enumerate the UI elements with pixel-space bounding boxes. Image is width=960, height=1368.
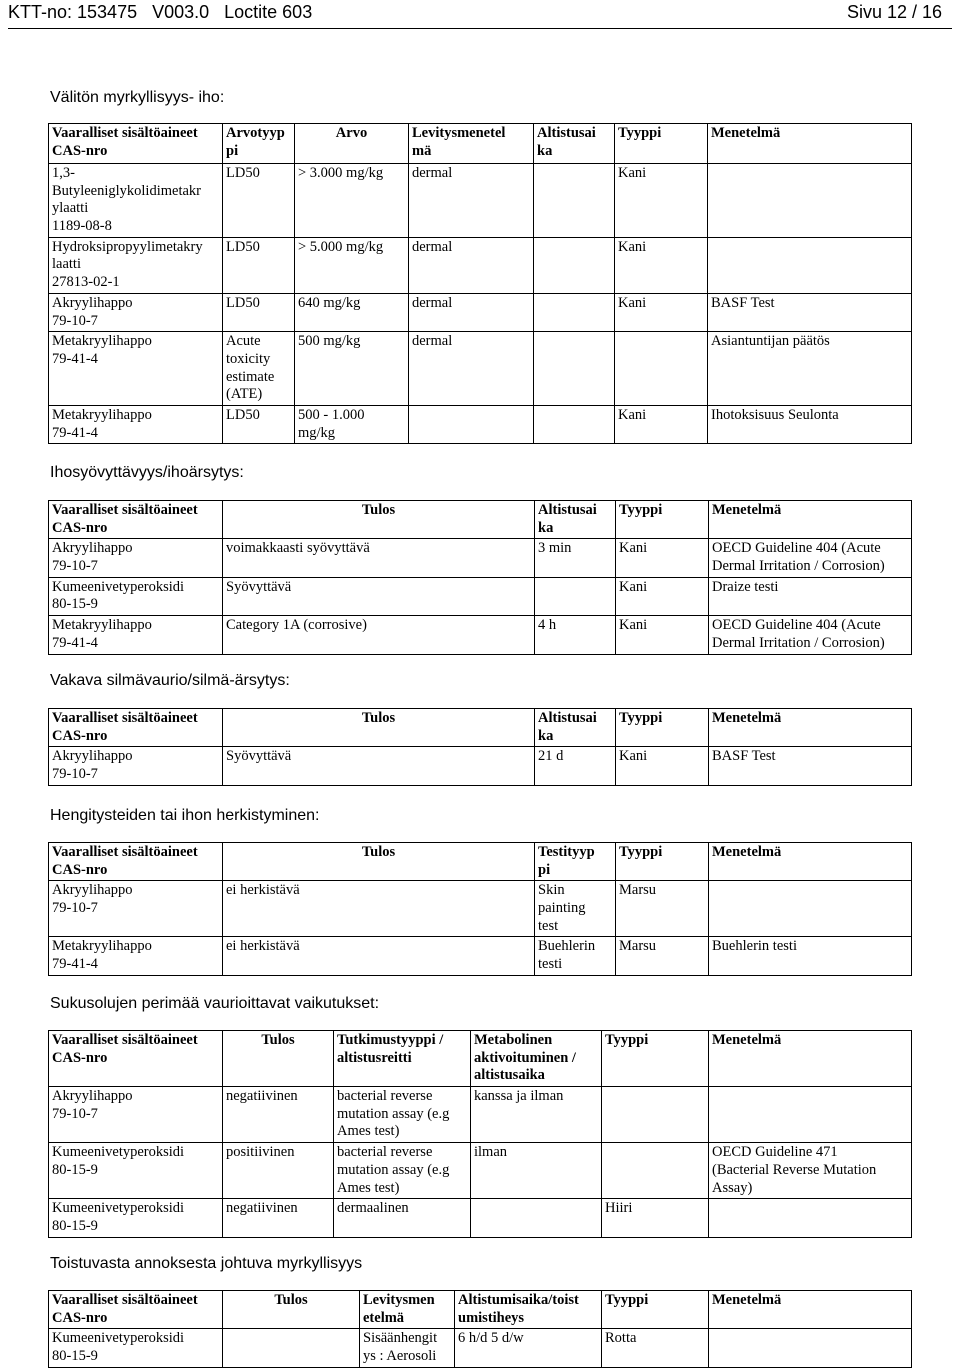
col-header-substance: Vaaralliset sisältöaineet CAS-nro: [49, 709, 223, 747]
cell-method: BASF Test: [708, 293, 912, 331]
col-header-exposure-frequency: Altistumisaika/toist umistiheys: [455, 1291, 602, 1329]
col-header-substance: Vaaralliset sisältöaineet CAS-nro: [49, 843, 223, 881]
cell-route: dermal: [409, 332, 534, 406]
cell-method: BASF Test: [709, 747, 912, 785]
cell-species: Marsu: [616, 881, 709, 937]
col-header-exposure: Altistusai ka: [535, 501, 616, 539]
cell-value-type: LD50: [223, 164, 295, 238]
cell-result: ei herkistävä: [223, 937, 535, 975]
cell-method: Ihotoksisuus Seulonta: [708, 405, 912, 443]
cell-species: Kani: [615, 405, 708, 443]
cell-result: negatiivinen: [223, 1087, 334, 1143]
cell-exposure-frequency: 6 h/d 5 d/w: [455, 1329, 602, 1367]
col-header-method: Menetelmä: [709, 709, 912, 747]
cell-species: Kani: [615, 164, 708, 238]
table-row: [49, 1329, 912, 1367]
col-header-result: Tulos: [223, 501, 535, 539]
cell-species: Rotta: [602, 1329, 709, 1367]
col-header-result: Tulos: [223, 1291, 360, 1329]
table-row: [49, 293, 912, 331]
cell-species: Kani: [616, 747, 709, 785]
section-title-skin: Ihosyövyttävyys/ihoärsytys:: [50, 464, 244, 481]
cell-result: Syövyttävä: [223, 747, 535, 785]
cell-metabolic-activation: [471, 1199, 602, 1237]
table-eye: [48, 708, 912, 786]
col-header-result: Tulos: [223, 1031, 334, 1087]
cell-test-type: Buehlerin testi: [535, 937, 616, 975]
table-sensitization: [48, 842, 912, 976]
cell-route: Sisäänhengit ys : Aerosoli: [360, 1329, 455, 1367]
col-header-test-type: Testityyp pi: [535, 843, 616, 881]
cell-method: Buehlerin testi: [709, 937, 912, 975]
cell-result: [223, 1329, 360, 1367]
cell-exposure: [534, 332, 615, 406]
cell-test-type: Skin painting test: [535, 881, 616, 937]
table-row: [49, 577, 912, 615]
cell-value: > 3.000 mg/kg: [295, 164, 409, 238]
col-header-result: Tulos: [223, 843, 535, 881]
cell-exposure: 4 h: [535, 616, 616, 654]
cell-result: voimakkaasti syövyttävä: [223, 539, 535, 577]
table-row: [49, 237, 912, 293]
col-header-result: Tulos: [223, 709, 535, 747]
cell-exposure: [535, 577, 616, 615]
cell-method: OECD Guideline 471 (Bacterial Reverse Mutation Assay): [709, 1143, 912, 1199]
cell-method: [708, 164, 912, 238]
cell-substance: Akryylihappo 79-10-7: [49, 747, 223, 785]
cell-species: Kani: [616, 616, 709, 654]
cell-value-type: Acute toxicity estimate (ATE): [223, 332, 295, 406]
cell-exposure: 3 min: [535, 539, 616, 577]
cell-value: 500 - 1.000 mg/kg: [295, 405, 409, 443]
cell-substance: Metakryylihappo 79-41-4: [49, 937, 223, 975]
cell-substance: Metakryylihappo 79-41-4: [49, 332, 223, 406]
table-row: [49, 539, 912, 577]
cell-exposure: [534, 164, 615, 238]
section-title-acute: Välitön myrkyllisyys- iho:: [50, 89, 225, 106]
col-header-exposure: Altistusai ka: [534, 124, 615, 164]
cell-substance: Kumeenivetyperoksidi 80-15-9: [49, 1329, 223, 1367]
cell-metabolic-activation: ilman: [471, 1143, 602, 1199]
table-row: [49, 1199, 912, 1237]
table-row: [49, 332, 912, 406]
table-acute: [48, 123, 912, 444]
cell-value-type: LD50: [223, 405, 295, 443]
cell-method: Draize testi: [709, 577, 912, 615]
col-header-species: Tyyppi: [616, 843, 709, 881]
cell-substance: Metakryylihappo 79-41-4: [49, 616, 223, 654]
section-title-mutagenicity: Sukusolujen perimää vaurioittavat vaikutukset:: [50, 995, 380, 1012]
table-row: [49, 881, 912, 937]
cell-species: Kani: [615, 293, 708, 331]
cell-method: [709, 1329, 912, 1367]
cell-method: [708, 237, 912, 293]
col-header-species: Tyyppi: [616, 501, 709, 539]
cell-value: 500 mg/kg: [295, 332, 409, 406]
table-row: [49, 1087, 912, 1143]
cell-substance: Metakryylihappo 79-41-4: [49, 405, 223, 443]
cell-method: [709, 1087, 912, 1143]
table-header-row: [49, 501, 912, 539]
cell-substance: Akryylihappo 79-10-7: [49, 539, 223, 577]
col-header-exposure: Altistusai ka: [535, 709, 616, 747]
col-header-method: Menetelmä: [709, 501, 912, 539]
col-header-species: Tyyppi: [615, 124, 708, 164]
col-header-method: Menetelmä: [709, 843, 912, 881]
cell-species: Kani: [615, 237, 708, 293]
page-header: [8, 0, 942, 24]
cell-substance: Hydroksipropyylimetakry laatti 27813-02-1: [49, 237, 223, 293]
col-header-substance: Vaaralliset sisältöaineet CAS-nro: [49, 1291, 223, 1329]
cell-result: negatiivinen: [223, 1199, 334, 1237]
cell-species: Marsu: [616, 937, 709, 975]
table-row: [49, 1143, 912, 1199]
col-header-route: Levitysmen etelmä: [360, 1291, 455, 1329]
cell-value-type: LD50: [223, 237, 295, 293]
table-row: [49, 164, 912, 238]
cell-result: Category 1A (corrosive): [223, 616, 535, 654]
col-header-substance: Vaaralliset sisältöaineet CAS-nro: [49, 1031, 223, 1087]
document-id: KTT-no: 153475 V003.0 Loctite 603: [8, 2, 313, 22]
col-header-metabolic-activation: Metabolinen aktivoituminen / altistusaika: [471, 1031, 602, 1087]
cell-method: Asiantuntijan päätös: [708, 332, 912, 406]
col-header-value-type: Arvotyyp pi: [223, 124, 295, 164]
cell-route: dermal: [409, 237, 534, 293]
cell-species: Hiiri: [602, 1199, 709, 1237]
table-header-row: [49, 843, 912, 881]
col-header-study-type: Tutkimustyyppi / altistusreitti: [334, 1031, 471, 1087]
cell-species: [615, 332, 708, 406]
cell-study-type: bacterial reverse mutation assay (e.g Ames test): [334, 1087, 471, 1143]
col-header-species: Tyyppi: [602, 1031, 709, 1087]
table-skin: [48, 500, 912, 655]
cell-method: [709, 881, 912, 937]
cell-substance: Kumeenivetyperoksidi 80-15-9: [49, 1199, 223, 1237]
table-repeated-dose: [48, 1290, 912, 1368]
cell-substance: Kumeenivetyperoksidi 80-15-9: [49, 577, 223, 615]
cell-exposure: [534, 405, 615, 443]
table-row: [49, 747, 912, 785]
section-title-eye: Vakava silmävaurio/silmä-ärsytys:: [50, 672, 290, 689]
cell-value-type: LD50: [223, 293, 295, 331]
header-divider: [8, 28, 952, 29]
cell-route: dermal: [409, 164, 534, 238]
cell-exposure: [534, 293, 615, 331]
col-header-substance: Vaaralliset sisältöaineet CAS-nro: [49, 124, 223, 164]
col-header-substance: Vaaralliset sisältöaineet CAS-nro: [49, 501, 223, 539]
section-title-repeated-dose: Toistuvasta annoksesta johtuva myrkyllisyys: [50, 1255, 363, 1272]
cell-study-type: bacterial reverse mutation assay (e.g Ames test): [334, 1143, 471, 1199]
cell-species: Kani: [616, 539, 709, 577]
cell-method: [709, 1199, 912, 1237]
cell-result: Syövyttävä: [223, 577, 535, 615]
cell-study-type: dermaalinen: [334, 1199, 471, 1237]
page-number: Sivu 12 / 16: [846, 2, 942, 22]
cell-route: [409, 405, 534, 443]
table-header-row: [49, 124, 912, 164]
table-row: [49, 616, 912, 654]
cell-method: OECD Guideline 404 (Acute Dermal Irritation / Corrosion): [709, 539, 912, 577]
table-mutagenicity: [48, 1030, 912, 1238]
cell-species: [602, 1143, 709, 1199]
table-header-row: [49, 1031, 912, 1087]
cell-substance: 1,3- Butyleeniglykolidimetakr ylaatti 1189-08-8: [49, 164, 223, 238]
cell-method: OECD Guideline 404 (Acute Dermal Irritation / Corrosion): [709, 616, 912, 654]
table-header-row: [49, 1291, 912, 1329]
cell-result: positiivinen: [223, 1143, 334, 1199]
cell-exposure: [534, 237, 615, 293]
table-header-row: [49, 709, 912, 747]
col-header-value: Arvo: [295, 124, 409, 164]
cell-value: > 5.000 mg/kg: [295, 237, 409, 293]
table-row: [49, 937, 912, 975]
table-row: [49, 405, 912, 443]
cell-route: dermal: [409, 293, 534, 331]
col-header-route: Levitysmenetel mä: [409, 124, 534, 164]
cell-value: 640 mg/kg: [295, 293, 409, 331]
cell-species: Kani: [616, 577, 709, 615]
cell-result: ei herkistävä: [223, 881, 535, 937]
section-title-sensitization: Hengitysteiden tai ihon herkistyminen:: [50, 807, 320, 824]
cell-species: [602, 1087, 709, 1143]
col-header-method: Menetelmä: [709, 1031, 912, 1087]
cell-substance: Kumeenivetyperoksidi 80-15-9: [49, 1143, 223, 1199]
cell-metabolic-activation: kanssa ja ilman: [471, 1087, 602, 1143]
cell-substance: Akryylihappo 79-10-7: [49, 293, 223, 331]
col-header-method: Menetelmä: [709, 1291, 912, 1329]
cell-substance: Akryylihappo 79-10-7: [49, 881, 223, 937]
col-header-method: Menetelmä: [708, 124, 912, 164]
cell-substance: Akryylihappo 79-10-7: [49, 1087, 223, 1143]
col-header-species: Tyyppi: [616, 709, 709, 747]
col-header-species: Tyyppi: [602, 1291, 709, 1329]
cell-exposure: 21 d: [535, 747, 616, 785]
